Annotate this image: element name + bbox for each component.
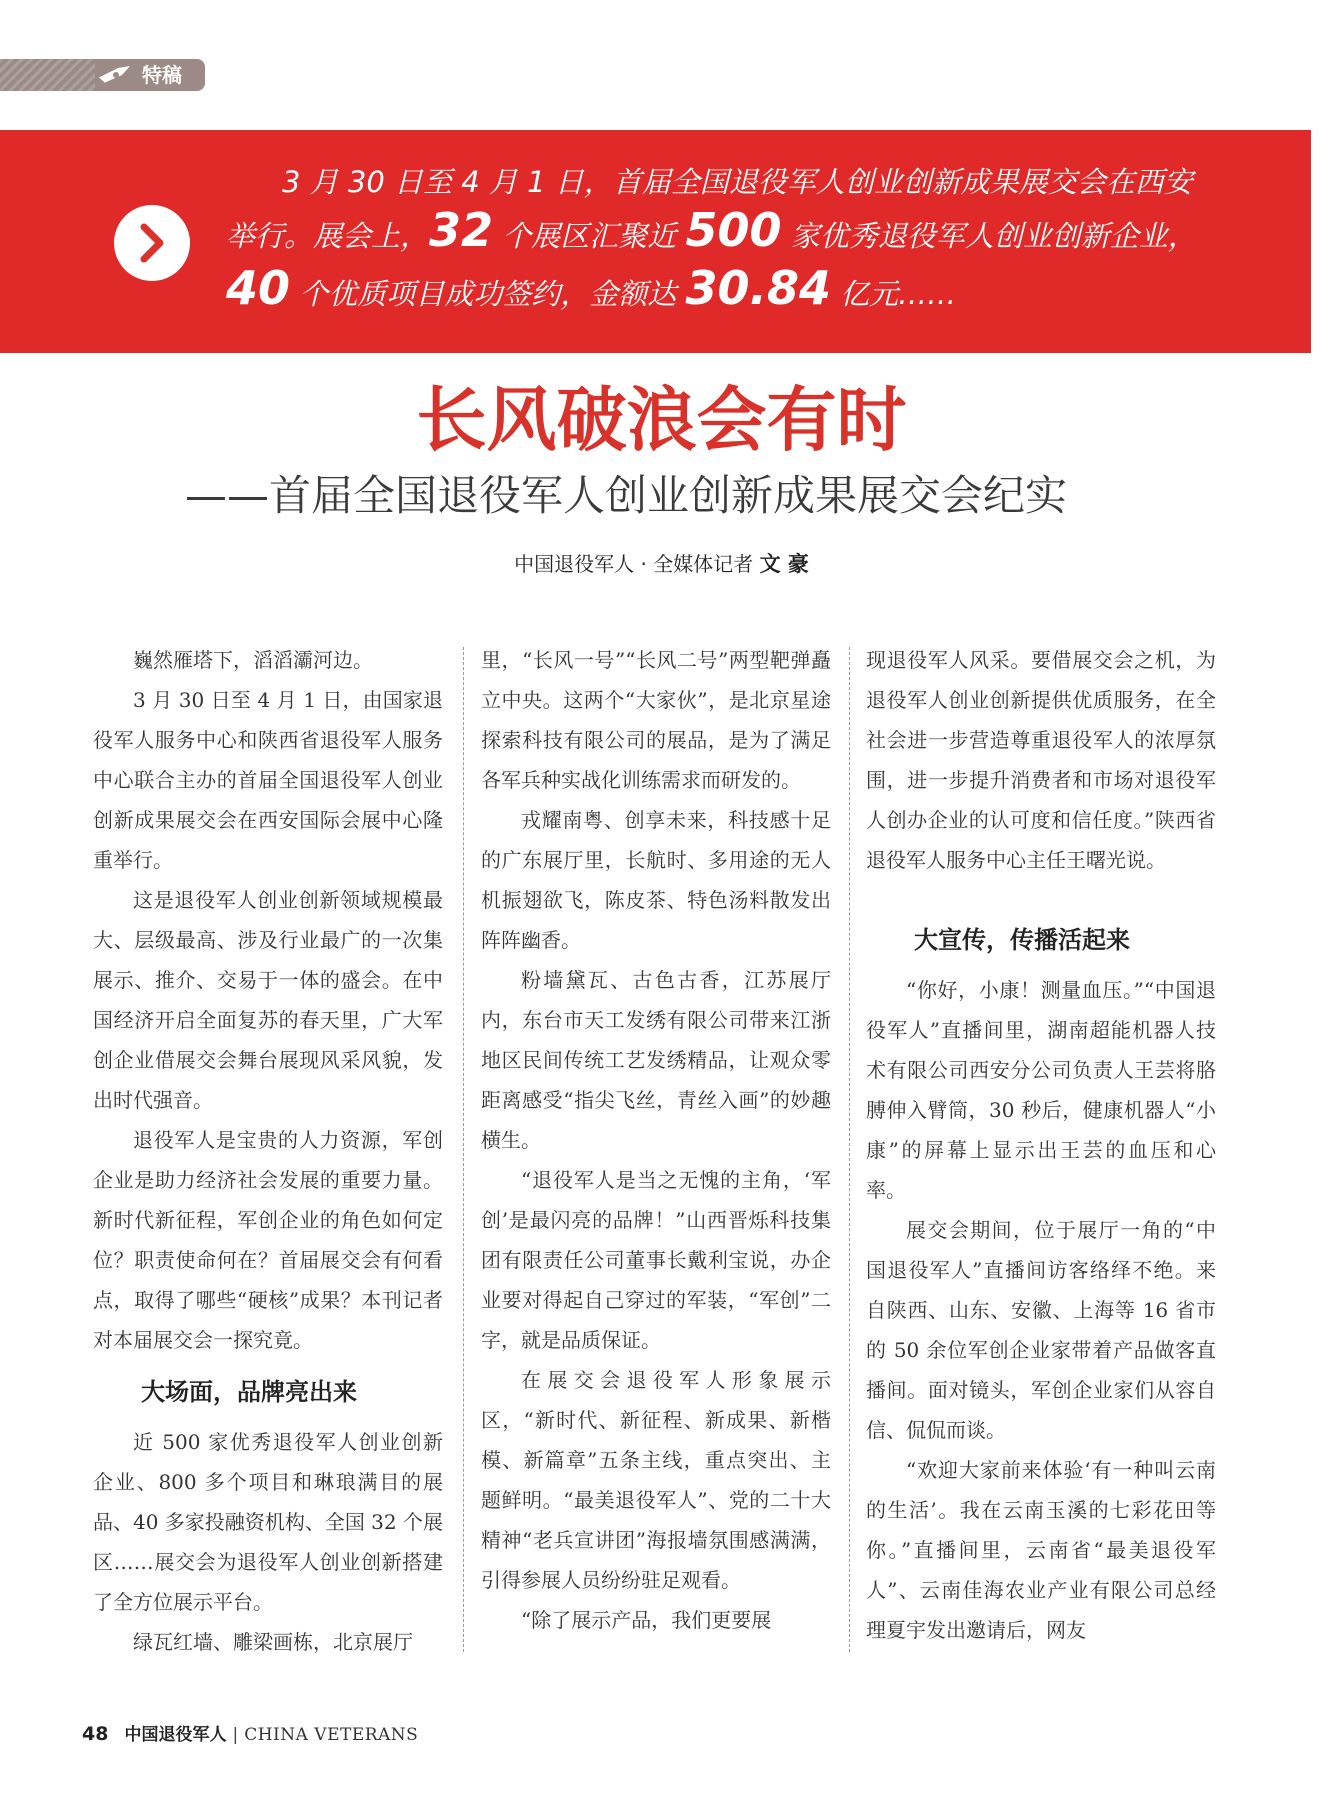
banner-text-3b: 亿元…… [830, 277, 957, 311]
footer-separator: | [232, 1725, 239, 1745]
paragraph: 3 月 30 日至 4 月 1 日，由国家退役军人服务中心和陕西省退役军人服务中心联合主办的首届全国退役军人创业创新成果展交会在西安国际会展中心隆重举行。 [93, 688, 443, 872]
paragraph: 这是退役军人创业创新领域规模最大、层级最高、涉及行业最广的一次集展示、推介、交易于一体的盛会。在中国经济开启全面复苏的春天里，广大军创企业借展交会舞台展现风采风貌，发出时代强音。 [93, 888, 443, 1112]
paragraph: 现退役军人风采。要借展交会之机，为退役军人创业创新提供优质服务，在全社会进一步营造尊重退役军人的浓厚氛围，进一步提升消费者和市场对退役军人创办企业的认可度和信任度。”陕西省退役军人服务中心主任王曙光说。 [866, 648, 1216, 872]
paragraph: 里，“长风一号”“长风二号”两型靶弹矗立中央。这两个“大家伙”，是北京星途探索科技有限公司的展品，是为了满足各军兵种实战化训练需求而研发的。 [481, 648, 831, 792]
banner-number-500: 500 [685, 203, 782, 257]
paragraph: “欢迎大家前来体验‘有一种叫云南的生活’。我在云南玉溪的七彩花田等你。”直播间里，云南省“最美退役军人”、云南佳海农业产业有限公司总经理夏宇发出邀请后，网友 [866, 1458, 1216, 1642]
section-heading: 大宣传，传播活起来 [914, 926, 1130, 954]
banner-text-3a: 个优质项目成功签约，金额达 [290, 277, 686, 311]
column-divider [463, 647, 464, 1652]
byline [0, 549, 1323, 579]
paragraph: 粉墙黛瓦、古色古香，江苏展厅内，东台市天工发绣有限公司带来江浙地区民间传统工艺发绣精品，让观众零距离感受“指尖飞丝，青丝入画”的妙趣横生。 [481, 968, 831, 1152]
magazine-name: 中国退役军人 [124, 1725, 227, 1745]
article-column-2 [481, 640, 831, 1640]
paragraph: “除了展示产品，我们更要展 [521, 1608, 772, 1632]
article-headline: 长风破浪会有时 [416, 379, 907, 461]
paragraph: “你好，小康！测量血压。”“中国退役军人”直播间里，湖南超能机器人技术有限公司西安分公司负责人王芸将胳膊伸入臂筒，30 秒后，健康机器人“小康”的屏幕上显示出王芸的血压和心率。 [866, 978, 1216, 1202]
page-number: 48 [82, 1723, 109, 1745]
paragraph: “退役军人是当之无愧的主角，‘军创’是最闪亮的品牌！”山西晋烁科技集团有限责任公司董事长戴利宝说，办企业要对得起自己穿过的军装，“军创”二字，就是品质保证。 [481, 1168, 831, 1352]
column-divider [849, 647, 850, 1652]
banner-text-2b: 个展区汇聚近 [493, 219, 686, 253]
paragraph: 展交会期间，位于展厅一角的“中国退役军人”直播间访客络绎不绝。来自陕西、山东、安徽、上海等 16 省市的 50 余位军创企业家带着产品做客直播间。面对镜头，军创企业家们从容自信、侃侃而谈。 [866, 1218, 1216, 1442]
tag-stripes [0, 59, 95, 91]
section-tag-label: 特稿 [142, 63, 182, 87]
article-column-3 [866, 640, 1216, 1650]
banner-number-32: 32 [429, 203, 494, 257]
banner-line-1 [282, 160, 1193, 204]
page-footer [82, 1722, 418, 1747]
banner-line-3 [226, 261, 957, 316]
paragraph: 退役军人是宝贵的人力资源，军创企业是助力经济社会发展的重要力量。新时代新征程，军创企业的角色如何定位？职责使命何在？首届展交会有何看点，取得了哪些“硬核”成果？本刊记者对本届展交会一探究竟。 [93, 1128, 443, 1352]
paragraph: 巍然雁塔下，滔滔灞河边。 [133, 648, 373, 672]
paragraph: 近 500 家优秀退役军人创业创新企业、800 多个项目和琳琅满目的展品、40 多家投融资机构、全国 32 个展区……展交会为退役军人创业创新搭建了全方位展示平台。 [93, 1430, 443, 1614]
banner-text-2a: 举行。展会上， [226, 219, 430, 253]
byline-prefix: 中国退役军人 · 全媒体记者 [514, 552, 760, 576]
chevron-right-icon [114, 205, 190, 281]
byline-author: 文 豪 [759, 552, 809, 576]
section-heading: 大场面，品牌亮出来 [141, 1378, 357, 1406]
banner-text-2c: 家优秀退役军人创业创新企业， [781, 219, 1197, 253]
banner-number-40: 40 [226, 261, 291, 315]
banner-number-amount: 30.84 [685, 261, 831, 315]
section-tag [0, 59, 205, 91]
paragraph: 戎耀南粤、创享未来，科技感十足的广东展厅里，长航时、多用途的无人机振翅欲飞，陈皮茶、特色汤料散发出阵阵幽香。 [481, 808, 831, 952]
paragraph: 在展交会退役军人形象展示区，“新时代、新征程、新成果、新楷模、新篇章”五条主线，重点突出、主题鲜明。“最美退役军人”、党的二十大精神“老兵宣讲团”海报墙氛围感满满，引得参展人员纷纷驻足观看。 [481, 1368, 831, 1592]
magazine-name-en: CHINA VETERANS [244, 1725, 419, 1745]
article-column-1 [93, 640, 443, 1662]
banner-text-1: 3 月 30 日至 4 月 1 日，首届全国退役军人创业创新成果展交会在西安 [282, 165, 1193, 199]
banner-arrow-button [114, 205, 190, 281]
banner-line-2 [226, 203, 1197, 258]
paragraph: 绿瓦红墙、雕梁画栋，北京展厅 [133, 1630, 413, 1654]
pen-nib-icon [96, 64, 134, 86]
article-subhead: ——首届全国退役军人创业创新成果展交会纪实 [185, 471, 1068, 520]
